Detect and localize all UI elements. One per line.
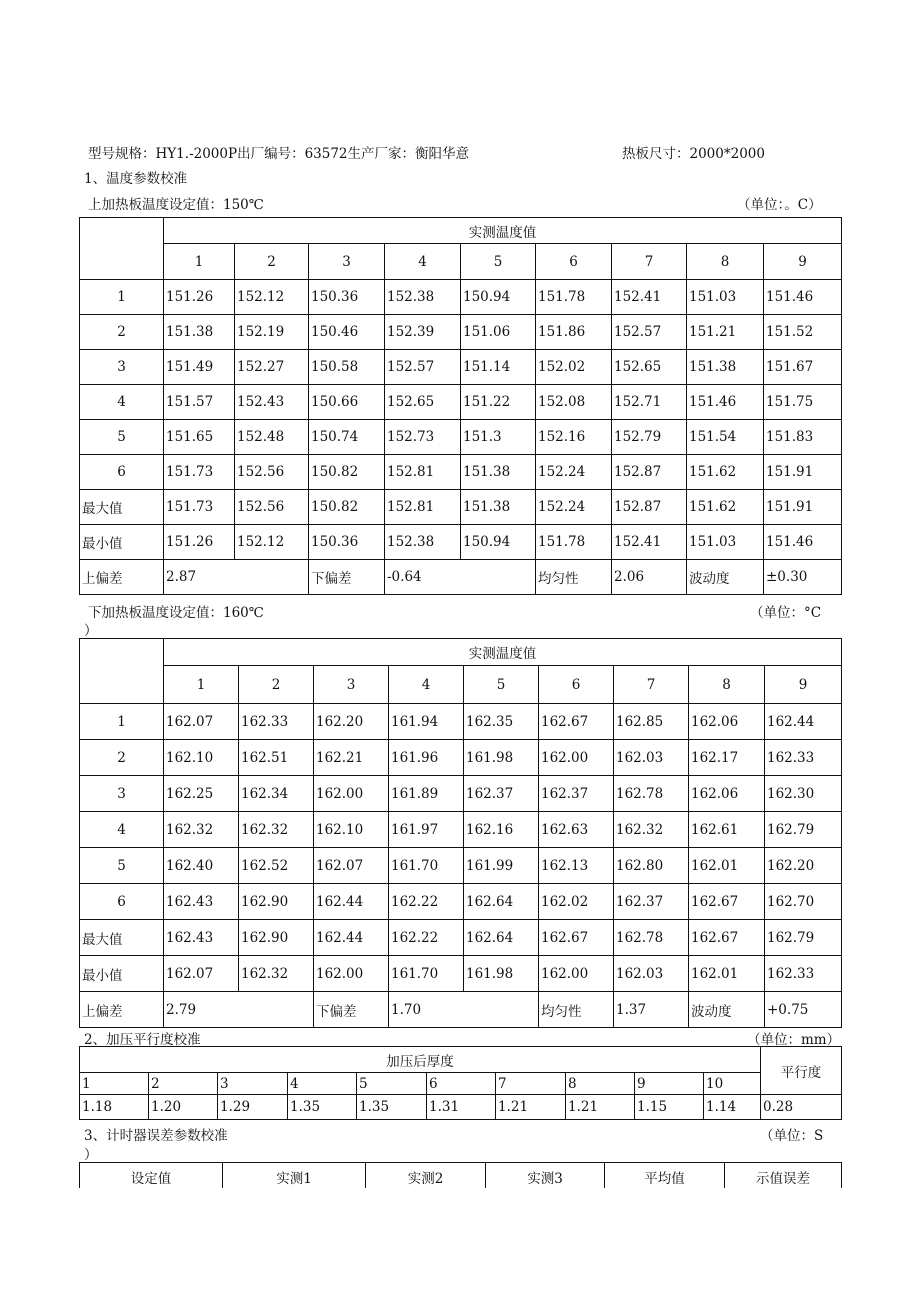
temperature-cell: 152.38: [385, 525, 461, 560]
temperature-cell: 162.67: [539, 704, 614, 740]
temperature-cell: 162.64: [464, 884, 539, 920]
section2-unit: （单位：mm）: [747, 1032, 841, 1048]
temperature-cell: 161.89: [389, 776, 464, 812]
timer-header-cell: 实测1: [223, 1163, 366, 1191]
temperature-cell: 161.97: [389, 812, 464, 848]
column-header: 2: [239, 666, 314, 704]
temperature-cell: 151.38: [164, 315, 235, 350]
uniformity-value: 1.37: [614, 992, 689, 1028]
temperature-cell: 151.46: [687, 385, 764, 420]
temperature-cell: 162.00: [314, 956, 389, 992]
row-label: 3: [80, 350, 164, 385]
temperature-cell: 152.08: [536, 385, 612, 420]
temperature-cell: 162.33: [765, 956, 842, 992]
table-row: [80, 956, 842, 992]
row-label: 5: [80, 848, 164, 884]
row-label: 6: [80, 884, 164, 920]
temperature-cell: 162.13: [539, 848, 614, 884]
lower-dev-value: -0.64: [385, 560, 536, 595]
temperature-cell: 152.57: [612, 315, 687, 350]
table-row: [80, 848, 842, 884]
fluctuation-value: +0.75: [765, 992, 842, 1028]
timer-header-cell: 平均值: [605, 1163, 725, 1191]
table-row: [80, 884, 842, 920]
thickness-column: 6: [427, 1073, 496, 1095]
temperature-cell: 162.22: [389, 920, 464, 956]
temperature-cell: 150.94: [461, 280, 536, 315]
temperature-cell: 152.81: [385, 490, 461, 525]
table-row: [80, 490, 842, 525]
temperature-cell: 152.24: [536, 490, 612, 525]
upper-header-title: 实测温度值: [164, 218, 842, 244]
temperature-cell: 151.38: [461, 455, 536, 490]
temperature-cell: 162.51: [239, 740, 314, 776]
temperature-cell: 151.73: [164, 455, 235, 490]
temperature-cell: 162.00: [314, 776, 389, 812]
thickness-value: 1.15: [635, 1095, 704, 1120]
temperature-cell: 151.14: [461, 350, 536, 385]
timer-header-row: [80, 1163, 842, 1191]
temperature-cell: 162.52: [239, 848, 314, 884]
upper-temperature-table: [79, 217, 842, 595]
thickness-value: 1.35: [288, 1095, 357, 1120]
temperature-cell: 161.98: [464, 956, 539, 992]
temperature-cell: 162.32: [239, 956, 314, 992]
temperature-cell: 151.49: [164, 350, 235, 385]
uniformity-value: 2.06: [612, 560, 687, 595]
page-bottom-mask: [0, 1188, 920, 1301]
thickness-column-row: [80, 1073, 842, 1095]
table-row: [80, 455, 842, 490]
temperature-cell: 162.61: [689, 812, 765, 848]
lower-column-row: [80, 666, 842, 704]
upper-unit: （单位：。C）: [737, 197, 822, 213]
table-row: [80, 385, 842, 420]
uniformity-label: 均匀性: [539, 992, 614, 1028]
column-header: 3: [314, 666, 389, 704]
thickness-column: 4: [288, 1073, 357, 1095]
temperature-cell: 162.10: [314, 812, 389, 848]
temperature-cell: 150.58: [309, 350, 385, 385]
temperature-cell: 151.62: [687, 490, 764, 525]
temperature-cell: 151.73: [164, 490, 235, 525]
temperature-cell: 162.06: [689, 704, 765, 740]
temperature-cell: 162.01: [689, 956, 765, 992]
temperature-cell: 152.87: [612, 455, 687, 490]
temperature-cell: 162.43: [164, 920, 239, 956]
temperature-cell: 162.70: [765, 884, 842, 920]
temperature-cell: 162.17: [689, 740, 765, 776]
temperature-cell: 152.41: [612, 280, 687, 315]
temperature-cell: 161.96: [389, 740, 464, 776]
temperature-cell: 162.64: [464, 920, 539, 956]
temperature-cell: 151.78: [536, 280, 612, 315]
temperature-cell: 152.27: [235, 350, 309, 385]
temperature-cell: 162.00: [539, 956, 614, 992]
temperature-cell: 162.32: [239, 812, 314, 848]
row-label: 最小值: [80, 525, 164, 560]
temperature-cell: 162.33: [765, 740, 842, 776]
timer-header-cell: 设定值: [80, 1163, 223, 1191]
temperature-cell: 151.26: [164, 280, 235, 315]
temperature-cell: 162.03: [614, 740, 689, 776]
lower-header-title: 实测温度值: [164, 639, 842, 666]
temperature-cell: 162.35: [464, 704, 539, 740]
temperature-cell: 162.32: [614, 812, 689, 848]
summary-row: [80, 992, 842, 1028]
lower-dev-value: 1.70: [389, 992, 539, 1028]
table-row: [80, 920, 842, 956]
temperature-cell: 152.12: [235, 280, 309, 315]
temperature-cell: 152.02: [536, 350, 612, 385]
temperature-cell: 151.65: [164, 420, 235, 455]
temperature-cell: 162.20: [765, 848, 842, 884]
row-label: 4: [80, 385, 164, 420]
timer-header-cell: 实测3: [486, 1163, 605, 1191]
section3-unit: （单位：S: [760, 1128, 824, 1144]
thickness-value: 1.21: [566, 1095, 635, 1120]
temperature-cell: 162.67: [539, 920, 614, 956]
temperature-cell: 150.94: [461, 525, 536, 560]
model-info: 型号规格：HY1.-2000P出厂编号：63572生产厂家：衡阳华意: [88, 146, 470, 162]
corner-cell: [80, 218, 164, 280]
temperature-cell: 150.82: [309, 455, 385, 490]
temperature-cell: 151.22: [461, 385, 536, 420]
thickness-column: 2: [149, 1073, 218, 1095]
temperature-cell: 162.02: [539, 884, 614, 920]
temperature-cell: 162.33: [239, 704, 314, 740]
column-header: 2: [235, 244, 309, 280]
temperature-cell: 162.21: [314, 740, 389, 776]
temperature-cell: 151.86: [536, 315, 612, 350]
fluctuation-label: 波动度: [689, 992, 765, 1028]
temperature-cell: 162.01: [689, 848, 765, 884]
row-label: 1: [80, 704, 164, 740]
temperature-cell: 162.16: [464, 812, 539, 848]
uniformity-label: 均匀性: [536, 560, 612, 595]
column-header: 4: [385, 244, 461, 280]
lower-temperature-table: [79, 638, 842, 1028]
table-row: [80, 315, 842, 350]
temperature-cell: 151.03: [687, 525, 764, 560]
temperature-cell: 152.16: [536, 420, 612, 455]
temperature-cell: 161.99: [464, 848, 539, 884]
parallelism-value: 0.28: [761, 1095, 842, 1120]
temperature-cell: 162.67: [689, 884, 765, 920]
temperature-cell: 151.62: [687, 455, 764, 490]
temperature-cell: 152.79: [612, 420, 687, 455]
temperature-cell: 150.46: [309, 315, 385, 350]
summary-row: [80, 560, 842, 595]
lower-unit-close: ）: [84, 623, 98, 639]
temperature-cell: 151.75: [764, 385, 842, 420]
parallelism-table: [79, 1046, 842, 1120]
temperature-cell: 152.56: [235, 455, 309, 490]
row-label: 4: [80, 812, 164, 848]
temperature-cell: 151.38: [461, 490, 536, 525]
row-label: 3: [80, 776, 164, 812]
thickness-column: 7: [496, 1073, 566, 1095]
thickness-value: 1.29: [218, 1095, 288, 1120]
plate-size: 热板尺寸：2000*2000: [622, 146, 765, 162]
thickness-column: 5: [357, 1073, 427, 1095]
temperature-cell: 162.22: [389, 884, 464, 920]
temperature-cell: 162.90: [239, 884, 314, 920]
temperature-cell: 152.48: [235, 420, 309, 455]
column-header: 7: [614, 666, 689, 704]
thickness-header: 加压后厚度: [80, 1047, 761, 1073]
temperature-cell: 152.19: [235, 315, 309, 350]
temperature-cell: 162.07: [314, 848, 389, 884]
table-row: [80, 740, 842, 776]
upper-setpoint: 上加热板温度设定值：150℃: [88, 197, 264, 213]
temperature-cell: 162.20: [314, 704, 389, 740]
lower-dev-label: 下偏差: [314, 992, 389, 1028]
temperature-cell: 151.91: [764, 455, 842, 490]
section1-title: 1、温度参数校准: [84, 171, 188, 187]
temperature-cell: 151.67: [764, 350, 842, 385]
temperature-cell: 162.32: [164, 812, 239, 848]
thickness-column: 8: [566, 1073, 635, 1095]
temperature-cell: 150.74: [309, 420, 385, 455]
thickness-value: 1.20: [149, 1095, 218, 1120]
thickness-column: 3: [218, 1073, 288, 1095]
thickness-column: 9: [635, 1073, 704, 1095]
temperature-cell: 150.82: [309, 490, 385, 525]
timer-header-cell: 实测2: [366, 1163, 486, 1191]
thickness-column: 10: [704, 1073, 761, 1095]
temperature-cell: 152.43: [235, 385, 309, 420]
temperature-cell: 162.63: [539, 812, 614, 848]
column-header: 6: [539, 666, 614, 704]
table-row: [80, 280, 842, 315]
temperature-cell: 161.94: [389, 704, 464, 740]
temperature-cell: 152.87: [612, 490, 687, 525]
upper-dev-value: 2.79: [164, 992, 314, 1028]
row-label: 最小值: [80, 956, 164, 992]
row-label: 6: [80, 455, 164, 490]
temperature-cell: 162.79: [765, 920, 842, 956]
column-header: 9: [764, 244, 842, 280]
column-header: 6: [536, 244, 612, 280]
thickness-value-row: [80, 1095, 842, 1120]
section3-unit-close: ）: [84, 1147, 98, 1163]
temperature-cell: 162.37: [539, 776, 614, 812]
temperature-cell: 151.3: [461, 420, 536, 455]
temperature-cell: 151.46: [764, 280, 842, 315]
thickness-value: 1.18: [80, 1095, 149, 1120]
column-header: 1: [164, 666, 239, 704]
row-label: 2: [80, 315, 164, 350]
table-row: [80, 812, 842, 848]
lower-dev-label: 下偏差: [309, 560, 385, 595]
upper-column-row: [80, 244, 842, 280]
temperature-cell: 151.21: [687, 315, 764, 350]
column-header: 5: [461, 244, 536, 280]
table-row: [80, 776, 842, 812]
temperature-cell: 162.25: [164, 776, 239, 812]
temperature-cell: 162.07: [164, 956, 239, 992]
temperature-cell: 152.38: [385, 280, 461, 315]
temperature-cell: 152.65: [612, 350, 687, 385]
fluctuation-value: ±0.30: [764, 560, 842, 595]
temperature-cell: 162.44: [765, 704, 842, 740]
temperature-cell: 162.43: [164, 884, 239, 920]
upper-dev-value: 2.87: [164, 560, 309, 595]
temperature-cell: 162.67: [689, 920, 765, 956]
temperature-cell: 152.65: [385, 385, 461, 420]
table-row: [80, 704, 842, 740]
table-row: [80, 420, 842, 455]
lower-unit: （单位：°C: [750, 605, 822, 621]
temperature-cell: 161.70: [389, 848, 464, 884]
temperature-cell: 151.57: [164, 385, 235, 420]
temperature-cell: 151.03: [687, 280, 764, 315]
temperature-cell: 152.73: [385, 420, 461, 455]
temperature-cell: 151.83: [764, 420, 842, 455]
temperature-cell: 151.38: [687, 350, 764, 385]
column-header: 7: [612, 244, 687, 280]
temperature-cell: 152.56: [235, 490, 309, 525]
thickness-column: 1: [80, 1073, 149, 1095]
temperature-cell: 162.44: [314, 920, 389, 956]
temperature-cell: 152.81: [385, 455, 461, 490]
temperature-cell: 151.54: [687, 420, 764, 455]
timer-table: [79, 1162, 842, 1191]
temperature-cell: 162.40: [164, 848, 239, 884]
fluctuation-label: 波动度: [687, 560, 764, 595]
temperature-cell: 162.80: [614, 848, 689, 884]
temperature-cell: 152.24: [536, 455, 612, 490]
temperature-cell: 162.78: [614, 920, 689, 956]
temperature-cell: 152.12: [235, 525, 309, 560]
thickness-value: 1.35: [357, 1095, 427, 1120]
temperature-cell: 162.44: [314, 884, 389, 920]
temperature-cell: 152.41: [612, 525, 687, 560]
temperature-cell: 162.90: [239, 920, 314, 956]
column-header: 8: [689, 666, 765, 704]
column-header: 1: [164, 244, 235, 280]
temperature-cell: 151.46: [764, 525, 842, 560]
temperature-cell: 150.36: [309, 280, 385, 315]
column-header: 5: [464, 666, 539, 704]
column-header: 3: [309, 244, 385, 280]
table-row: [80, 525, 842, 560]
temperature-cell: 162.03: [614, 956, 689, 992]
temperature-cell: 162.00: [539, 740, 614, 776]
thickness-value: 1.21: [496, 1095, 566, 1120]
temperature-cell: 151.78: [536, 525, 612, 560]
temperature-cell: 151.06: [461, 315, 536, 350]
row-label: 5: [80, 420, 164, 455]
upper-dev-label: 上偏差: [80, 560, 164, 595]
temperature-cell: 150.36: [309, 525, 385, 560]
row-label: 2: [80, 740, 164, 776]
temperature-cell: 151.52: [764, 315, 842, 350]
temperature-cell: 162.78: [614, 776, 689, 812]
temperature-cell: 162.10: [164, 740, 239, 776]
lower-setpoint: 下加热板温度设定值：160℃: [88, 605, 264, 621]
temperature-cell: 162.37: [614, 884, 689, 920]
upper-dev-label: 上偏差: [80, 992, 164, 1028]
temperature-cell: 162.34: [239, 776, 314, 812]
temperature-cell: 162.07: [164, 704, 239, 740]
table-row: [80, 350, 842, 385]
section3-title: 3、计时器误差参数校准: [84, 1128, 228, 1144]
temperature-cell: 162.06: [689, 776, 765, 812]
temperature-cell: 162.85: [614, 704, 689, 740]
temperature-cell: 162.30: [765, 776, 842, 812]
temperature-cell: 150.66: [309, 385, 385, 420]
timer-header-cell: 示值误差: [725, 1163, 842, 1191]
parallelism-label: 平行度: [761, 1047, 842, 1095]
temperature-cell: 151.91: [764, 490, 842, 525]
column-header: 9: [765, 666, 842, 704]
temperature-cell: 162.37: [464, 776, 539, 812]
column-header: 4: [389, 666, 464, 704]
temperature-cell: 162.79: [765, 812, 842, 848]
temperature-cell: 152.57: [385, 350, 461, 385]
section2-title: 2、加压平行度校准: [84, 1032, 201, 1048]
row-label: 最大值: [80, 920, 164, 956]
temperature-cell: 161.98: [464, 740, 539, 776]
thickness-value: 1.31: [427, 1095, 496, 1120]
temperature-cell: 152.71: [612, 385, 687, 420]
row-label: 1: [80, 280, 164, 315]
corner-cell: [80, 639, 164, 704]
row-label: 最大值: [80, 490, 164, 525]
thickness-value: 1.14: [704, 1095, 761, 1120]
temperature-cell: 152.39: [385, 315, 461, 350]
temperature-cell: 161.70: [389, 956, 464, 992]
temperature-cell: 151.26: [164, 525, 235, 560]
column-header: 8: [687, 244, 764, 280]
